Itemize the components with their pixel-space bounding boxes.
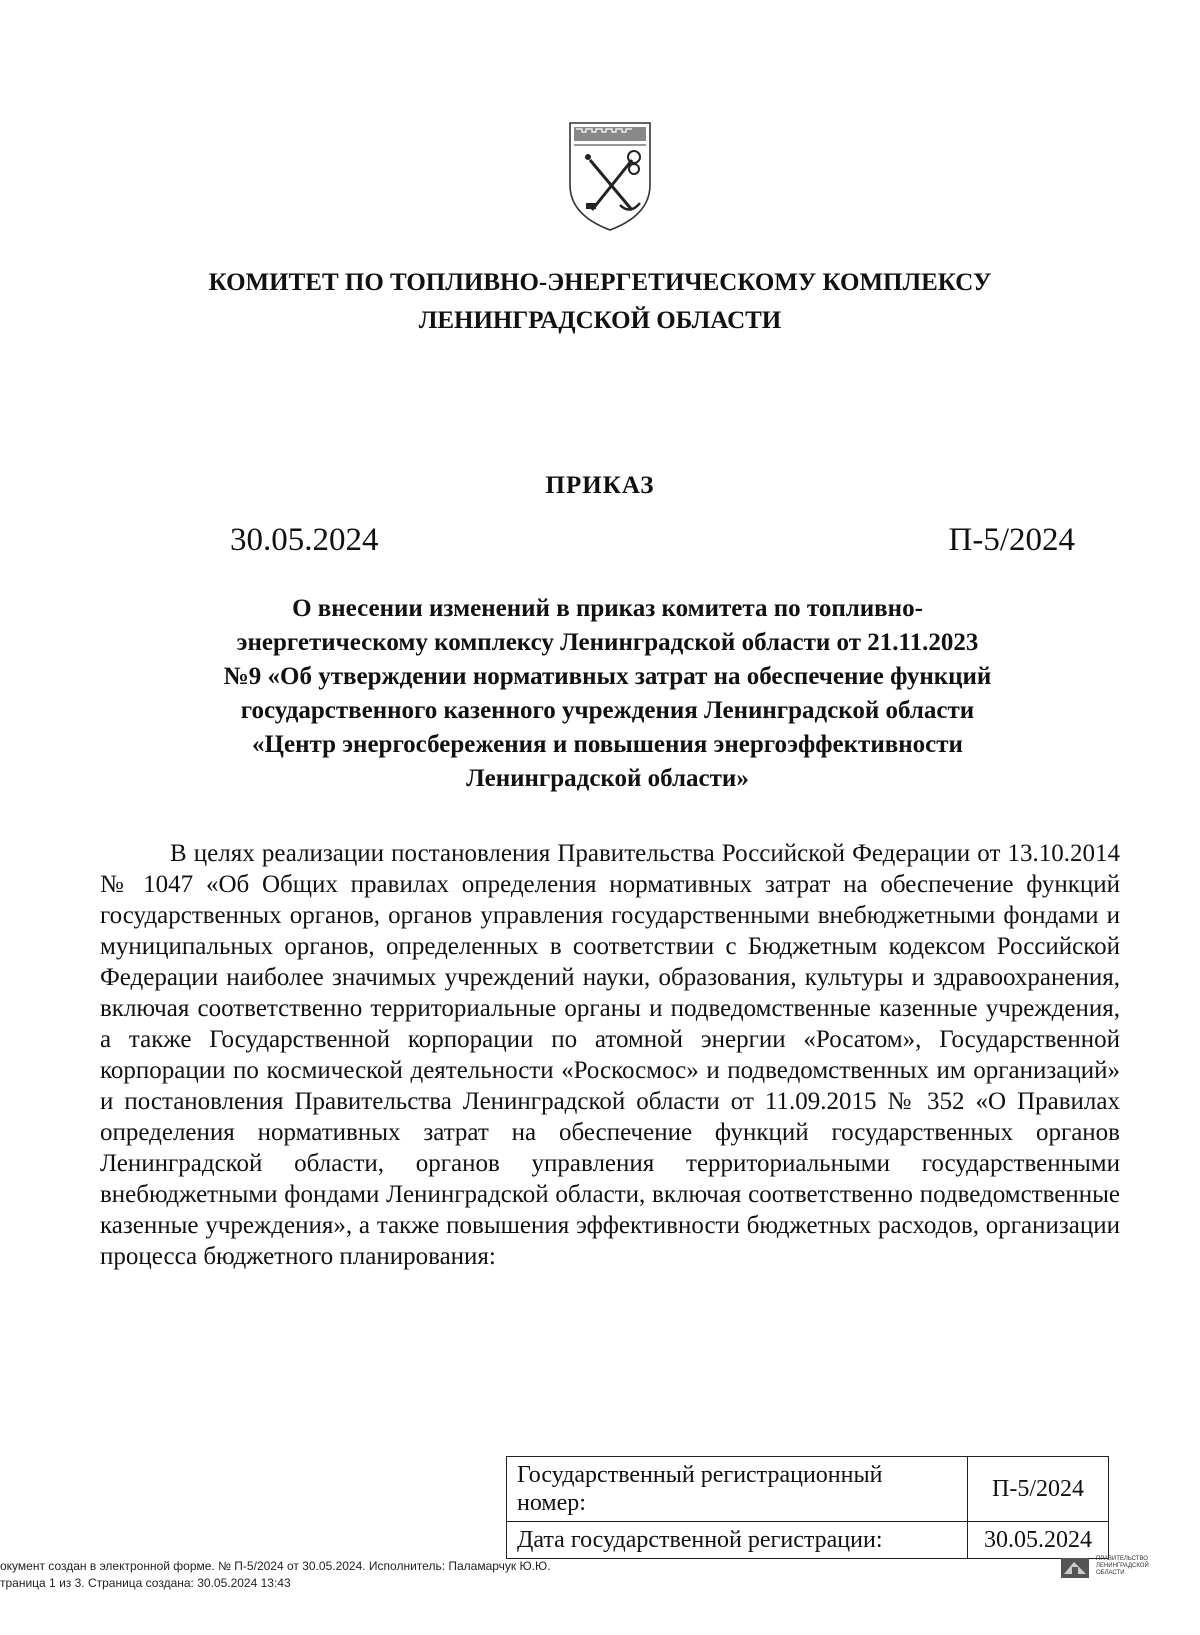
organization-name-line-2: ЛЕНИНГРАДСКОЙ ОБЛАСТИ: [418, 307, 782, 334]
footer-organization-line: ОБЛАСТИ: [1096, 1570, 1125, 1576]
footer-organization: [1096, 1556, 1149, 1577]
registration-date-value: 30.05.2024: [968, 1522, 1109, 1559]
organization-name: [130, 264, 1070, 340]
body-paragraph: В целях реализации постановления Правительства Российской Федерации от 13.10.2014 № 1047 «Об Общих правилах определения нормативных затрат на обеспечение функций государственных органов, органов управления государственными внебюджетными фондами и муниципальных органов, определенных в соответствии с Бюджетным кодексом Российской Федерации наиболее значимых учреждений науки, образования, культуры и здравоохранения, включая соответственно территориальные органы и подведомственные казенные учреждения, а также Государственной корпорации по атомной энергии «Росатом», Государственной корпорации по космической деятельности «Роскосмос» и подведомственных им организаций» и постановления Правительства Ленинградской области от 11.09.2015 № 352 «О Правилах определения нормативных затрат на обеспечение функций государственных органов Ленинградской области, органов управления территориальными государственными внебюджетными фондами Ленинградской области, включая соответственно подведомственные казенные учреждения», а также повышения эффективности бюджетных расходов, организации процесса бюджетного планирования:: [100, 840, 1120, 1270]
government-logo-icon: [1060, 1557, 1090, 1579]
registration-number-value: П-5/2024: [968, 1457, 1109, 1522]
registration-number-label: Государственный регистрационный номер:: [507, 1457, 968, 1522]
subject-line: «Центр энергосбережения и повышения энергоэффективности: [252, 731, 963, 758]
registration-date-row: [507, 1522, 1109, 1559]
coat-of-arms-icon: [560, 115, 660, 235]
electronic-document-footer: [0, 1558, 1000, 1592]
order-number: П-5/2024: [948, 522, 1075, 558]
footer-organization-line: ПРАВИТЕЛЬСТВО: [1096, 1556, 1148, 1562]
order-date: 30.05.2024: [230, 522, 379, 558]
footer-organization-line: ЛЕНИНГРАДСКОЙ: [1096, 1563, 1149, 1569]
footer-line-2: траница 1 из 3. Страница создана: 30.05.2024 13:43: [0, 1576, 291, 1590]
order-subject: [140, 592, 1075, 796]
registration-table: [506, 1456, 1109, 1559]
footer-line-1: окумент создан в электронной форме. № П-5/2024 от 30.05.2024. Исполнитель: Паламарчук Ю.Ю.: [0, 1559, 551, 1573]
document-type: ПРИКАЗ: [545, 472, 655, 499]
subject-line: №9 «Об утверждении нормативных затрат на обеспечение функций: [223, 663, 992, 690]
subject-line: энергетическому комплексу Ленинградской области от 21.11.2023: [236, 629, 979, 656]
organization-name-line-1: КОМИТЕТ ПО ТОПЛИВНО-ЭНЕРГЕТИЧЕСКОМУ КОМПЛЕКСУ: [208, 269, 992, 296]
registration-number-row: [507, 1457, 1109, 1522]
registration-date-label: Дата государственной регистрации:: [507, 1522, 968, 1559]
subject-line: О внесении изменений в приказ комитета по топливно-: [292, 595, 923, 622]
subject-line: Ленинградской области»: [466, 765, 749, 792]
subject-line: государственного казенного учреждения Ленинградской области: [240, 697, 975, 724]
